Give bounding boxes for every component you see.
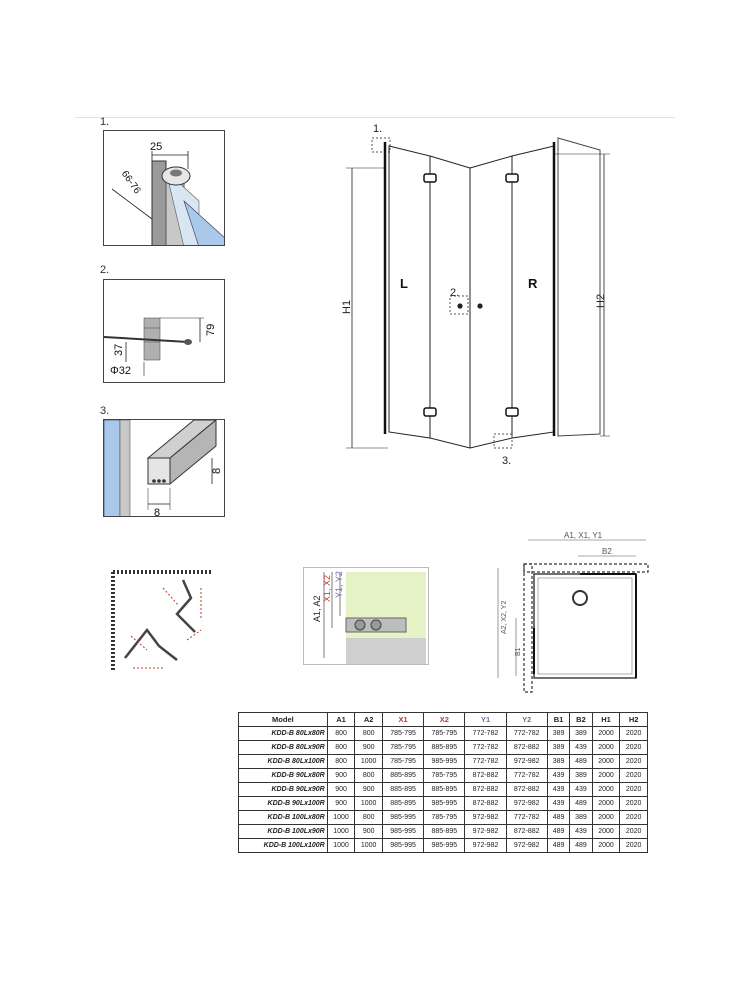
detail-1-dim-a: 25 — [150, 141, 163, 153]
table-row — [239, 797, 648, 811]
top-divider — [75, 117, 675, 118]
table-cell: 885-895 — [382, 783, 423, 797]
detail-3-drawing — [104, 420, 225, 517]
table-cell: 489 — [547, 811, 569, 825]
table-cell: KDD-B 80Lx90R — [239, 741, 328, 755]
table-cell: 900 — [327, 783, 355, 797]
table-cell: 785-795 — [382, 727, 423, 741]
table-cell: 800 — [355, 811, 383, 825]
table-cell: 1000 — [355, 797, 383, 811]
table-cell: 489 — [570, 755, 592, 769]
table-cell: 800 — [355, 727, 383, 741]
table-cell: 439 — [570, 741, 592, 755]
detail-2-dim-b: 37 — [113, 343, 125, 356]
detail-2-dim-c: Φ32 — [110, 365, 132, 377]
table-cell: 972-982 — [465, 811, 506, 825]
table-cell: 800 — [327, 741, 355, 755]
table-cell: 2020 — [620, 755, 648, 769]
right-door-label: R — [528, 276, 538, 291]
table-cell: KDD-B 80Lx100R — [239, 755, 328, 769]
table-cell: 1000 — [355, 755, 383, 769]
main-enclosure-drawing — [330, 120, 630, 470]
table-cell: 900 — [327, 769, 355, 783]
table-cell: 772-782 — [465, 741, 506, 755]
detail-3-box — [103, 419, 225, 517]
table-cell: 785-795 — [382, 741, 423, 755]
table-cell: 489 — [547, 825, 569, 839]
table-cell: 2020 — [620, 769, 648, 783]
detail-1-dim-b: 66-76 — [118, 168, 143, 197]
table-cell: 900 — [355, 825, 383, 839]
table-cell: 1000 — [327, 811, 355, 825]
header-a2: A2 — [355, 713, 383, 727]
table-cell: 985-995 — [382, 825, 423, 839]
table-cell: 2000 — [592, 769, 620, 783]
callout-3: 3. — [502, 455, 512, 467]
header-y1: Y1 — [465, 713, 506, 727]
header-a1: A1 — [327, 713, 355, 727]
table-cell: 389 — [547, 727, 569, 741]
table-cell: 772-782 — [506, 811, 547, 825]
spec-table-body — [239, 727, 648, 853]
h1-label: H1 — [341, 299, 353, 314]
table-cell: 389 — [547, 755, 569, 769]
table-cell: 772-782 — [465, 727, 506, 741]
detail-1-box — [103, 130, 225, 246]
table-cell: 389 — [570, 727, 592, 741]
table-cell: 2020 — [620, 783, 648, 797]
detail-1-label: 1. — [100, 116, 110, 128]
table-cell: 785-795 — [424, 811, 465, 825]
table-row — [239, 755, 648, 769]
table-cell: 785-795 — [424, 769, 465, 783]
detail-2-drawing — [104, 280, 225, 383]
table-cell: 772-782 — [506, 769, 547, 783]
table-cell: 872-882 — [506, 825, 547, 839]
table-cell: 2000 — [592, 741, 620, 755]
table-row — [239, 839, 648, 853]
table-cell: 2000 — [592, 727, 620, 741]
table-cell: 972-982 — [465, 825, 506, 839]
table-row — [239, 811, 648, 825]
table-cell: 900 — [355, 783, 383, 797]
table-cell: 2020 — [620, 811, 648, 825]
table-cell: KDD-B 80Lx80R — [239, 727, 328, 741]
table-cell: 785-795 — [382, 755, 423, 769]
header-x1: X1 — [382, 713, 423, 727]
x-label: X1, X2 — [322, 574, 332, 602]
table-cell: KDD-B 90Lx90R — [239, 783, 328, 797]
table-cell: 1000 — [327, 839, 355, 853]
table-cell: 872-882 — [465, 769, 506, 783]
h2-label: H2 — [595, 293, 607, 308]
header-h1: H1 — [592, 713, 620, 727]
y-label: Y1, Y2 — [334, 571, 344, 598]
detail-2-dim-a: 79 — [205, 323, 217, 336]
table-cell: 2000 — [592, 825, 620, 839]
table-cell: 489 — [570, 797, 592, 811]
table-cell: 2020 — [620, 797, 648, 811]
table-cell: 2000 — [592, 755, 620, 769]
table-cell: 885-895 — [424, 783, 465, 797]
table-row — [239, 769, 648, 783]
table-cell: 885-895 — [382, 797, 423, 811]
table-cell: 2020 — [620, 741, 648, 755]
table-cell: KDD-B 100Lx80R — [239, 811, 328, 825]
measurement-drawing — [304, 568, 429, 665]
table-cell: 2000 — [592, 797, 620, 811]
table-cell: 439 — [547, 783, 569, 797]
door-swing-diagram — [103, 568, 215, 680]
header-x2: X2 — [424, 713, 465, 727]
table-cell: 985-995 — [382, 811, 423, 825]
table-cell: 439 — [570, 825, 592, 839]
left-door-label: L — [400, 276, 408, 291]
table-cell: 872-882 — [506, 741, 547, 755]
table-row — [239, 727, 648, 741]
table-cell: 2000 — [592, 783, 620, 797]
table-cell: 900 — [327, 797, 355, 811]
table-cell: 389 — [547, 741, 569, 755]
table-cell: 972-982 — [506, 755, 547, 769]
table-cell: 800 — [327, 727, 355, 741]
top-view-diagram — [490, 528, 660, 698]
table-cell: 985-995 — [424, 797, 465, 811]
callout-2: 2. — [450, 287, 460, 299]
table-cell: 389 — [570, 769, 592, 783]
table-cell: 972-982 — [506, 797, 547, 811]
a-label: A1, A2 — [312, 595, 322, 622]
table-cell: 972-982 — [465, 839, 506, 853]
table-cell: 1000 — [355, 839, 383, 853]
table-cell: 439 — [570, 783, 592, 797]
detail-2-box — [103, 279, 225, 383]
table-cell: 1000 — [327, 825, 355, 839]
table-cell: KDD-B 90Lx80R — [239, 769, 328, 783]
table-cell: 972-982 — [506, 839, 547, 853]
table-cell: 885-895 — [424, 825, 465, 839]
header-model: Model — [239, 713, 328, 727]
table-cell: 872-882 — [465, 797, 506, 811]
table-cell: 489 — [547, 839, 569, 853]
spec-table — [238, 712, 648, 853]
table-cell: 900 — [355, 741, 383, 755]
header-h2: H2 — [620, 713, 648, 727]
table-cell: KDD-B 90Lx100R — [239, 797, 328, 811]
spec-table-header — [239, 713, 648, 727]
table-cell: 772-782 — [506, 727, 547, 741]
table-cell: 2020 — [620, 825, 648, 839]
side-dim-label: A2, X2, Y2 — [501, 600, 508, 634]
detail-1-drawing — [104, 131, 225, 246]
table-cell: 439 — [547, 797, 569, 811]
table-cell: KDD-B 100Lx100R — [239, 839, 328, 853]
table-cell: KDD-B 100Lx90R — [239, 825, 328, 839]
header-y2: Y2 — [506, 713, 547, 727]
header-b2: B2 — [570, 713, 592, 727]
table-cell: 872-882 — [506, 783, 547, 797]
table-cell: 489 — [570, 839, 592, 853]
table-cell: 2020 — [620, 727, 648, 741]
detail-3-label: 3. — [100, 405, 110, 417]
table-row — [239, 783, 648, 797]
table-cell: 389 — [570, 811, 592, 825]
table-cell: 800 — [327, 755, 355, 769]
table-cell: 985-995 — [424, 839, 465, 853]
table-row — [239, 825, 648, 839]
measurement-diagram — [303, 567, 429, 665]
table-cell: 985-995 — [424, 755, 465, 769]
detail-2-label: 2. — [100, 264, 110, 276]
detail-3-dim-b: 8 — [154, 507, 161, 517]
b1-label: B1 — [515, 647, 522, 656]
callout-1: 1. — [373, 123, 383, 135]
table-cell: 800 — [355, 769, 383, 783]
table-cell: 885-895 — [424, 741, 465, 755]
top-dim-label: A1, X1, Y1 — [564, 531, 603, 540]
table-cell: 985-995 — [382, 839, 423, 853]
table-cell: 2020 — [620, 839, 648, 853]
detail-3-dim-a: 8 — [211, 467, 223, 474]
table-cell: 885-895 — [382, 769, 423, 783]
table-cell: 2000 — [592, 839, 620, 853]
b2-label: B2 — [602, 547, 612, 556]
header-b1: B1 — [547, 713, 569, 727]
table-cell: 439 — [547, 769, 569, 783]
table-cell: 872-882 — [465, 783, 506, 797]
table-row — [239, 741, 648, 755]
table-cell: 772-782 — [465, 755, 506, 769]
table-cell: 2000 — [592, 811, 620, 825]
table-cell: 785-795 — [424, 727, 465, 741]
